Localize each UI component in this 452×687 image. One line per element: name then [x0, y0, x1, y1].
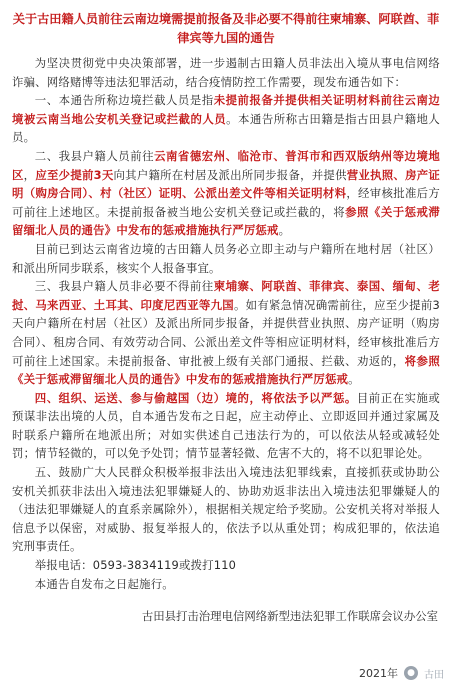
issuer-signature: 古田县打击治理电信网络新型违法犯罪工作联席会议办公室 [141, 609, 438, 624]
intro-paragraph: 为坚决贯彻党中央决策部署，进一步遏制古田籍人员非法出入境从事电信网络诈骗、网络赌博等违法犯罪活动，结合疫情防控工作需要，现发布通告如下： [12, 56, 440, 89]
clause-two-regions: 云南省德宏州、临沧市、普洱市和西双版纳州等边境地区 [12, 148, 440, 182]
clause-five: 五、鼓励广大人民群众积极举报非法出入境违法犯罪线索，直接抓获或协助公安机关抓获非法出入境违法犯罪嫌疑人的、协助劝返非法出入境违法犯罪嫌疑人的（违法犯罪嫌疑人的直系亲属除外），根据相关规定给予奖励。公安机关将对举报人信息予以保密，对威胁、报复举报人的，依法予以从重处罚；构成犯罪的，依法追究刑事责任。 [12, 465, 440, 554]
effective-statement: 本通告自发布之日起施行。 [34, 576, 174, 591]
clause-four-highlight: 四、组织、运送、参与偷越国（边）境的，将依法予以严惩。 [34, 390, 357, 405]
clause-two-penalty: 参照《关于惩戒滞留缅北人员的通告》中发布的惩戒措施执行严厉惩戒 [12, 204, 440, 238]
notice-title: 关于古田籍人员前往云南边境需提前报备及非必要不得前往柬埔寨、阿联酋、菲律宾等九国的通告 [12, 12, 440, 45]
clause-three-text-end: 。 [348, 372, 360, 387]
clause-one [12, 91, 440, 147]
clause-two-text-g: ，经审核批准后方可前往上述地区。未提前报备被当地公安机关登记或拦截的，将 [12, 186, 440, 219]
clause-one-highlight: 未提前报备并提供相关证明材料前往云南边境被云南当地公安机关登记或拦截的人员 [12, 93, 440, 126]
clause-two-text-end: 。 [278, 223, 291, 238]
clause-three-text-c: 。如有紧急情况确需前往，应至少提前3天向户籍所在村居（社区）及派出所同步报备，并提供营业执照、房产证明（购房合同）、租房合同、有效劳动合同、公派出差文件等相应证明材料，经审核批准后方可前往上述国家。未提前报备、审批被上级有关部门通报、拦截、劝返的， [12, 297, 440, 368]
clause-two-deadline: 应至少提前3天 [35, 167, 114, 182]
clause-four [12, 389, 440, 463]
clause-four-text: 目前正在实施或预谋非法出境的人员，自本通告发布之日起，应主动停止、立即返回并通过家属及时联系户籍所在地派出所；对如实供述自己违法行为的，可以依法从轻或减轻处罚；情节轻微的，可以免予处罚；情节显著轻微、危害不大的，将不以犯罪论处。 [12, 390, 440, 461]
clause-two-followup: 目前已到达云南省边境的古田籍人员务必立即主动与户籍所在地村居（社区）和派出所同步联系，核实个人报备事宜。 [12, 241, 440, 275]
clause-one-text-end: 。本通告所称古田籍是指古田县户籍地人员。 [12, 111, 440, 145]
clause-three-countries: 柬埔寨、阿联酋、菲律宾、泰国、缅甸、老挝、马来西亚、土耳其、印度尼西亚等九国 [12, 279, 440, 312]
clause-two-text-e: 向其户籍所在村居及派出所同步报备，并提供 [113, 167, 347, 182]
date-row [359, 665, 444, 681]
issue-date: 2021年 [359, 667, 398, 680]
clause-three-penalty: 将参照《关于惩戒滞留缅北人员的通告》中发布的惩戒措施执行严厉惩戒 [12, 353, 440, 387]
watermark-logo-icon: ● [404, 666, 418, 680]
watermark-text: 古田 [424, 669, 444, 681]
clause-one-text: 一、本通告所称边境拦截人员是指 [34, 93, 214, 108]
clause-three-text-a: 三、我县户籍人员非必要不得前往 [34, 279, 214, 294]
report-hotline: 举报电话：0593-3834119或拨打110 [34, 558, 237, 573]
clause-three [12, 277, 440, 389]
clause-two-text-a: 二、我县户籍人员前往 [34, 148, 155, 163]
clause-two-text-c: ， [23, 167, 36, 182]
clause-two-documents: 营业执照、房产证明（购房合同）、村（社区）证明、公派出差文件等相关证明材料 [12, 167, 440, 201]
clause-two [12, 147, 440, 240]
